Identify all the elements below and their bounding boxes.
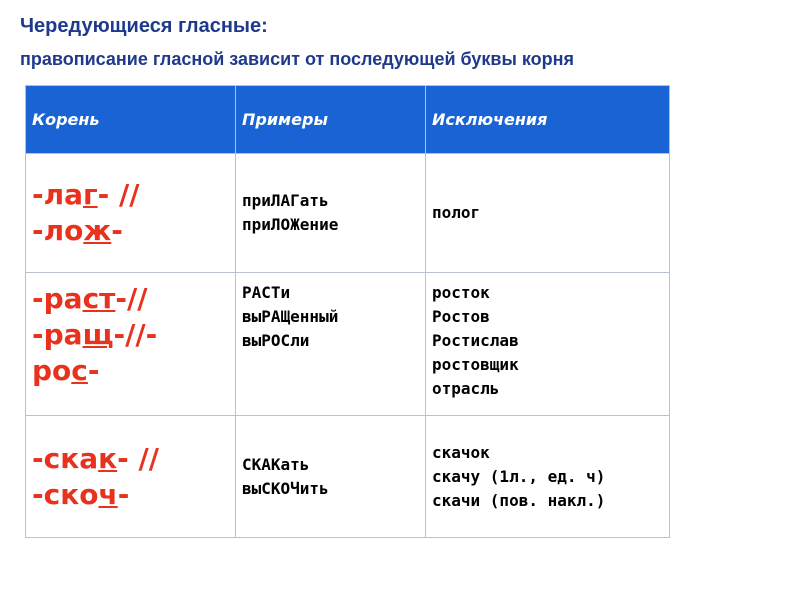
- exception-word: полог: [432, 203, 481, 222]
- examples-cell: [236, 416, 426, 538]
- header-root: Корень: [26, 86, 236, 154]
- alternating-vowels-table: [25, 85, 670, 538]
- root-line: -лож-: [32, 214, 123, 247]
- page-title: Чередующиеся гласные:: [20, 15, 268, 37]
- table-row: [26, 273, 670, 416]
- root-line: -скоч-: [32, 477, 130, 511]
- example-word: СКАКать: [242, 454, 310, 474]
- root-line: -ращ-//-: [32, 318, 158, 351]
- exceptions-cell: [426, 416, 670, 538]
- root-cell: [26, 416, 236, 538]
- exception-word: скачок: [432, 442, 490, 462]
- example-word: выСКОЧить: [242, 478, 329, 498]
- table-row: [26, 416, 670, 538]
- exceptions-cell: [426, 154, 670, 273]
- root-line: -раст-//: [32, 282, 148, 315]
- examples-cell: [236, 273, 426, 416]
- example-word: приЛАГать: [242, 191, 329, 210]
- exception-word: Ростислав: [432, 331, 519, 350]
- exception-word: росток: [432, 283, 490, 302]
- exception-word: скачу (1л., ед. ч): [432, 466, 606, 486]
- examples-cell: [236, 154, 426, 273]
- table-header-row: [26, 86, 670, 154]
- example-word: выРОСли: [242, 331, 310, 350]
- root-line: -лаг- //: [32, 178, 140, 211]
- header-examples: Примеры: [236, 86, 426, 154]
- table-row: [26, 154, 670, 273]
- example-word: выРАЩенный: [242, 307, 339, 326]
- root-line: -скак- //: [32, 441, 159, 475]
- exception-word: Ростов: [432, 307, 490, 326]
- root-cell: [26, 273, 236, 416]
- root-line: рос-: [32, 354, 100, 387]
- page-subtitle: правописание гласной зависит от последующей буквы корня: [20, 49, 574, 69]
- example-word: приЛОЖение: [242, 215, 339, 234]
- header-exceptions: Исключения: [426, 86, 670, 154]
- exceptions-cell: [426, 273, 670, 416]
- exception-word: отрасль: [432, 379, 500, 398]
- example-word: РАСТи: [242, 283, 291, 302]
- exception-word: ростовщик: [432, 355, 519, 374]
- root-cell: [26, 154, 236, 273]
- exception-word: скачи (пов. накл.): [432, 490, 606, 510]
